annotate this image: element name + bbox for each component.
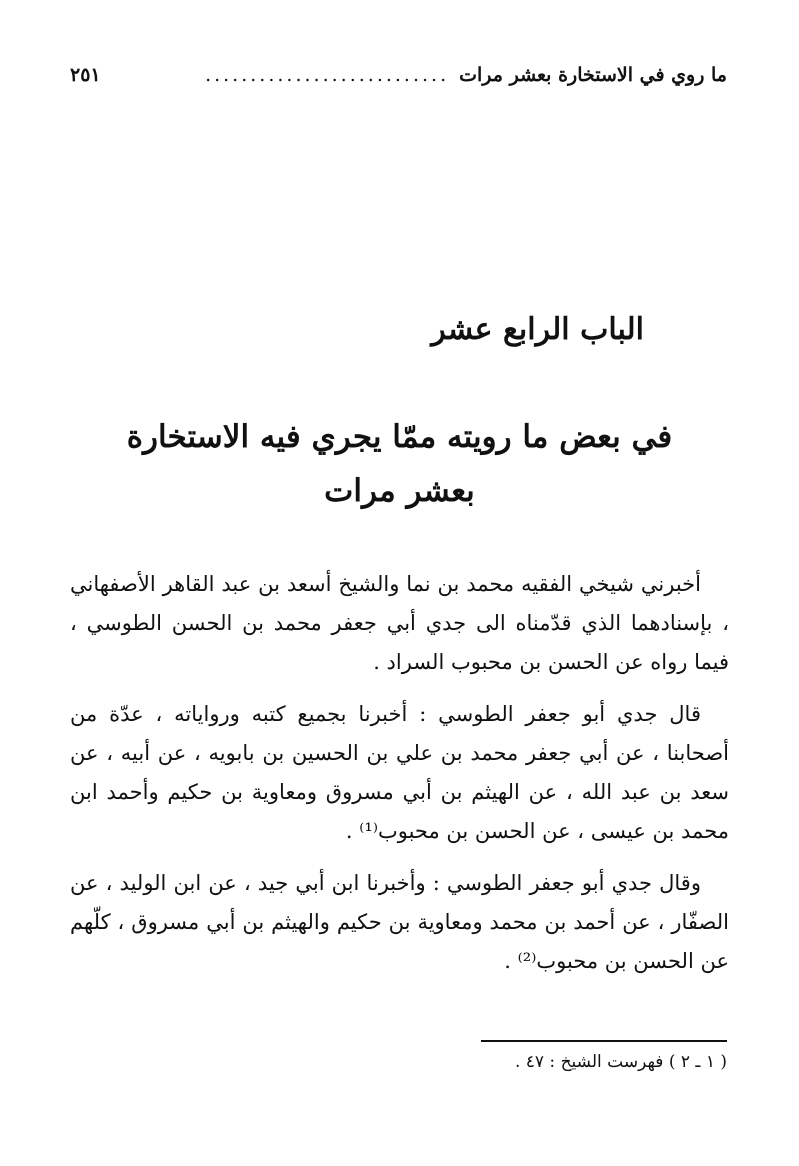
body-text xyxy=(70,565,729,994)
chapter-label: الباب الرابع عشر xyxy=(431,312,644,347)
leader-dots: ........................... xyxy=(205,64,450,86)
running-header xyxy=(70,60,727,90)
running-title: ما روي في الاستخارة بعشر مرات xyxy=(459,64,727,86)
page-number: ٢٥١ xyxy=(70,64,101,86)
paragraph-3: وقال جدي أبو جعفر الطوسي : وأخبرنا ابن أبي جيد ، عن ابن الوليد ، عن الصفّار ، عن أحمد بن محمد ومعاوية بن حكيم والهيثم بن أبي مسروق ، كلّهم عن الحسن بن محبوب⁽²⁾ . xyxy=(70,871,729,973)
footnote-divider xyxy=(481,1040,727,1042)
footnote: ( ١ ـ ٢ ) فهرست الشيخ : ٤٧ . xyxy=(514,1052,727,1072)
paragraph-2: قال جدي أبو جعفر الطوسي : أخبرنا بجميع كتبه ورواياته ، عدّة من أصحابنا ، عن أبي جعفر محمد بن علي بن الحسين بن بابويه ، عن أبيه ، عن سعد بن عبد الله ، عن الهيثم بن أبي مسروق ومعاوية بن حكيم وأحمد ابن محمد بن عيسى ، عن الحسن بن محبوب⁽¹⁾ . xyxy=(70,702,729,843)
paragraph-1: أخبرني شيخي الفقيه محمد بن نما والشيخ أسعد بن عبد القاهر الأصفهاني ، بإسنادهما الذي قدّمناه الى جدي أبي جعفر محمد بن الحسن الطوسي ، فيما رواه عن الحسن بن محبوب السراد . xyxy=(70,572,729,674)
chapter-title: في بعض ما رويته ممّا يجري فيه الاستخارة بعشر مرات xyxy=(126,419,673,509)
